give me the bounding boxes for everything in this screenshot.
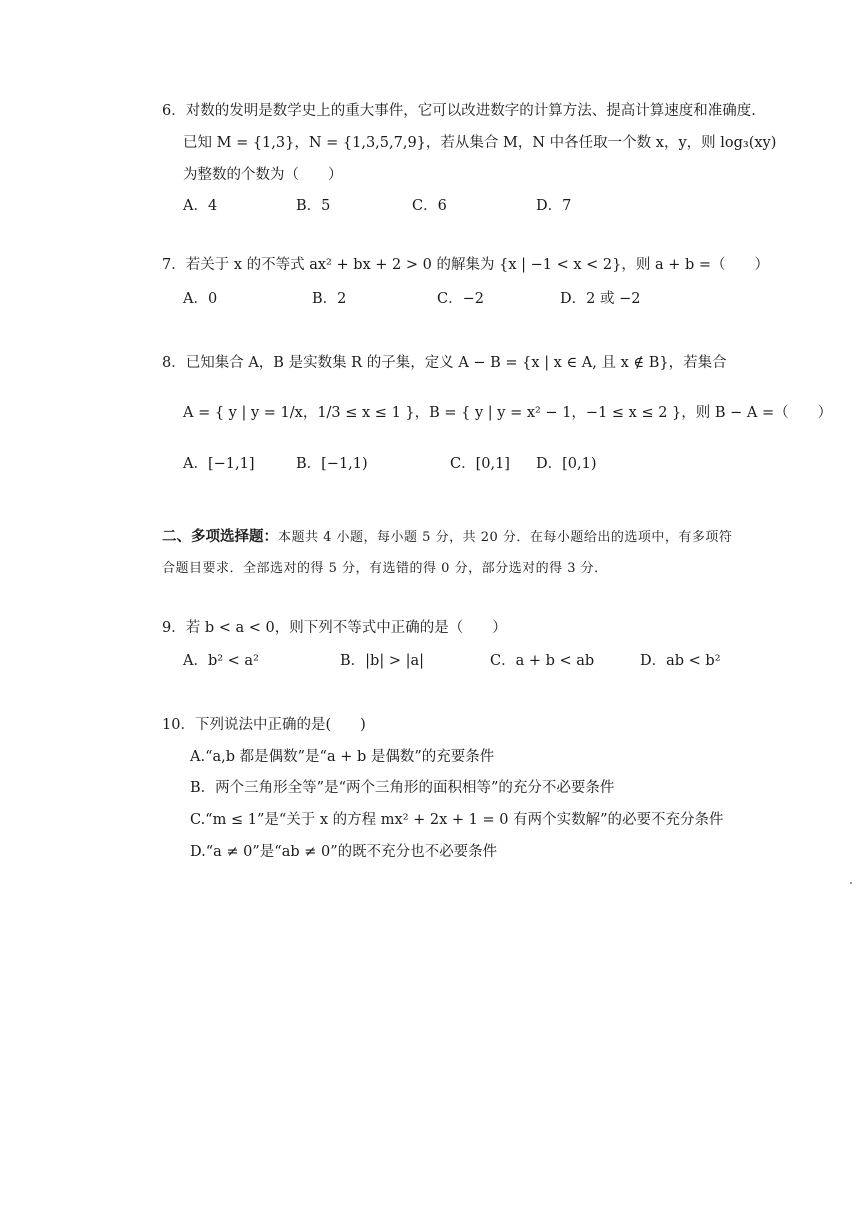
scan-speck xyxy=(850,882,852,884)
q10-option-b: B．两个三角形全等”是“两个三角形的面积相等”的充分不必要条件 xyxy=(190,780,615,796)
q9-option-a: A．b² < a² xyxy=(183,653,259,669)
q6-line1: 6．对数的发明是数学史上的重大事件，它可以改进数字的计算方法、提高计算速度和准确度. xyxy=(162,103,756,119)
q7-option-b: B．2 xyxy=(312,291,347,307)
q7-option-d: D．2 或 −2 xyxy=(560,291,641,307)
q8-option-a: A．[−1,1] xyxy=(183,456,255,472)
q9-option-c: C．a + b < ab xyxy=(490,653,595,669)
q7-option-c: C．−2 xyxy=(437,291,484,307)
q9-line1: 9．若 b < a < 0，则下列不等式中正确的是（ ） xyxy=(162,620,507,636)
q6-line2: 已知 M = {1,3}，N = {1,3,5,7,9}，若从集合 M，N 中各任取一个数 x，y，则 log₃(xy) xyxy=(183,135,777,151)
q10-option-c: C.“m ≤ 1”是“关于 x 的方程 mx² + 2x + 1 = 0 有两个实数解”的必要不充分条件 xyxy=(190,812,724,828)
section2-heading xyxy=(162,526,732,549)
q6-option-a: A．4 xyxy=(183,198,218,214)
q7-option-a: A．0 xyxy=(183,291,218,307)
q6-option-c: C．6 xyxy=(412,198,447,214)
section2-title: 二、多项选择题： xyxy=(162,528,278,545)
q10-option-a: A.“a,b 都是偶数”是“a + b 是偶数”的充要条件 xyxy=(190,749,495,765)
q8-option-c: C．[0,1] xyxy=(450,456,510,472)
q7-line1: 7．若关于 x 的不等式 ax² + bx + 2 > 0 的解集为 {x | −1 < x < 2}，则 a + b =（ ） xyxy=(162,257,770,273)
q6-option-b: B．5 xyxy=(296,198,331,214)
q10-line1: 10．下列说法中正确的是( ) xyxy=(162,717,366,733)
section2-desc1: 本题共 4 小题，每小题 5 分，共 20 分．在每小题给出的选项中，有多项符 xyxy=(278,530,733,545)
section2-desc2: 合题目要求．全部选对的得 5 分，有选错的得 0 分，部分选对的得 3 分． xyxy=(162,561,608,576)
q8-line2: A = { y | y = 1/x，1/3 ≤ x ≤ 1 }，B = { y | y = x² − 1，−1 ≤ x ≤ 2 }，则 B − A =（ ） xyxy=(183,405,833,421)
q6-option-d: D．7 xyxy=(536,198,572,214)
q6-line3: 为整数的个数为（ ） xyxy=(183,167,343,183)
q9-option-d: D．ab < b² xyxy=(640,653,721,669)
q10-option-d: D.“a ≠ 0”是“ab ≠ 0”的既不充分也不必要条件 xyxy=(190,844,498,860)
q9-option-b: B．|b| > |a| xyxy=(340,653,424,669)
q8-option-b: B．[−1,1) xyxy=(296,456,368,472)
q8-option-d: D．[0,1) xyxy=(536,456,597,472)
q8-line1: 8．已知集合 A，B 是实数集 R 的子集，定义 A − B = {x | x ∈ A, 且 x ∉ B}，若集合 xyxy=(162,355,727,371)
